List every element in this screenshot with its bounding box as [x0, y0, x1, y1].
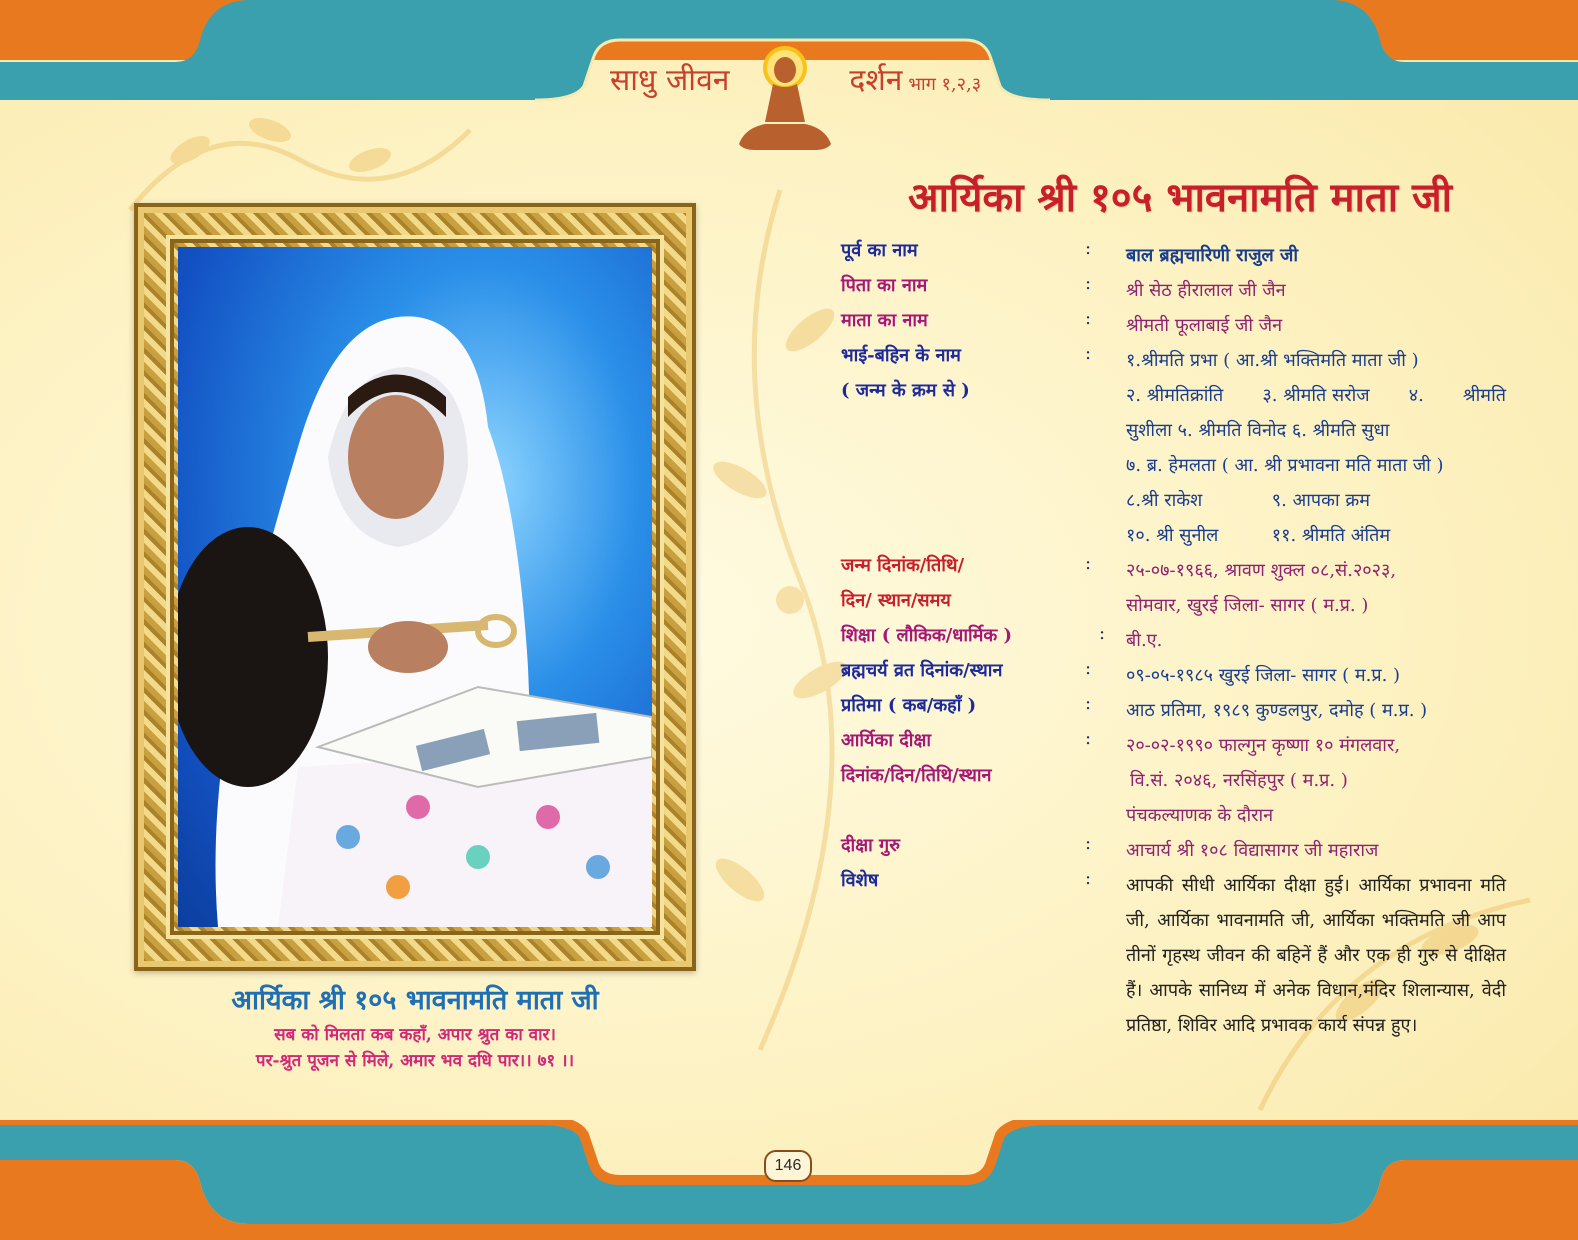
portrait-illustration [178, 247, 652, 927]
field-value: श्रीमती फूलाबाई जी जैन [1126, 315, 1283, 336]
field-label-sub: दिनांक/दिन/तिथि/स्थान [841, 765, 992, 786]
field-colon: : [1099, 623, 1106, 644]
field-vishesh [841, 868, 1521, 1078]
field-label: भाई-बहिन के नाम [841, 345, 961, 366]
field-colon: : [1085, 868, 1092, 889]
field-colon: : [1085, 728, 1092, 749]
field-value: बाल ब्रह्मचारिणी राजुल जी [1126, 245, 1299, 266]
field-label: पिता का नाम [841, 275, 928, 296]
field-colon: : [1085, 693, 1092, 714]
photo-frame [134, 203, 696, 971]
field-colon: : [1085, 273, 1092, 294]
field-label-sub: ( जन्म के क्रम से ) [841, 380, 970, 401]
field-value: बी.ए. [1126, 630, 1163, 651]
diksha-line-3: पंचकल्याणक के दौरान [1126, 805, 1274, 826]
field-value: ०९-०५-१९८५ खुरई जिला- सागर ( म.प्र. ) [1126, 665, 1401, 686]
field-label: विशेष [841, 870, 879, 891]
diksha-line-2: वि.सं. २०४६, नरसिंहपुर ( म.प्र. ) [1130, 770, 1348, 791]
sibling-line-1: १.श्रीमति प्रभा ( आ.श्री भक्तिमति माता जी ) [1126, 350, 1419, 371]
field-label: आर्यिका दीक्षा [841, 730, 932, 751]
portrait-photo [178, 247, 652, 927]
field-colon: : [1085, 238, 1092, 259]
diksha-line-1: २०-०२-१९९० फाल्गुन कृष्णा १० मंगलवार, [1126, 735, 1401, 756]
field-label: शिक्षा ( लौकिक/धार्मिक ) [841, 625, 1013, 646]
field-label: माता का नाम [841, 310, 928, 331]
field-label-sub: दिन/ स्थान/समय [841, 590, 951, 611]
field-bhai-bahin [841, 343, 1521, 553]
sibling-line-2: २. श्रीमतिक्रांति ३. श्रीमति सरोज ४. श्रीमति [1126, 385, 1506, 406]
field-label: प्रतिमा ( कब/कहाँ ) [841, 695, 977, 716]
field-colon: : [1085, 658, 1092, 679]
siblings-list [1126, 343, 1506, 553]
header-title-part1: साधु जीवन [610, 63, 730, 98]
page-title: आर्यिका श्री १०५ भावनामति माता जी [907, 174, 1453, 221]
field-label: पूर्व का नाम [841, 240, 918, 261]
field-label: दीक्षा गुरु [841, 835, 900, 856]
header-title-part2: दर्शन [849, 63, 903, 98]
photo-caption-title: आर्यिका श्री १०५ भावनामति माता जी [231, 985, 599, 1016]
caption-verse-line-2: पर-श्रुत पूजन से मिले, अमार भव दधि पार।। ७१ ।। [255, 1051, 575, 1071]
field-colon: : [1085, 553, 1092, 574]
sibling-line-3: सुशीला ५. श्रीमति विनोद ६. श्रीमति सुधा [1126, 420, 1390, 441]
sibling-line-6: १०. श्री सुनील ११. श्रीमति अंतिम [1126, 525, 1391, 546]
field-diksha [841, 728, 1521, 833]
sibling-line-5: ८.श्री राकेश ९. आपका क्रम [1126, 490, 1370, 511]
header-title-part3: भाग १,२,३ [908, 74, 982, 95]
field-value: आपकी सीधी आर्यिका दीक्षा हुई। आर्यिका प्रभावना मति जी, आर्यिका भावनामति जी, आर्यिका भक्तिमति जी आप तीनों गृहस्थ जीवन की बहिनें हैं और एक ही गुरु से दीक्षित हैं। आपके सानिध्य में अनेक विधान,मंदिर शिलान्यास, वेदी प्रतिष्ठा, शिविर आदि प्रभावक कार्य संपन्न हुए। [1126, 875, 1506, 1036]
field-colon: : [1085, 833, 1092, 854]
field-colon: : [1085, 343, 1092, 364]
meditating-figure-icon [735, 44, 835, 152]
birth-line-1: २५-०७-१९६६, श्रावण शुक्ल ०८,सं.२०२३, [1126, 560, 1397, 581]
field-label: जन्म दिनांक/तिथि/ [841, 555, 965, 576]
field-janm [841, 553, 1521, 623]
page-number: 146 [764, 1150, 812, 1182]
field-colon: : [1085, 308, 1092, 329]
field-value: आचार्य श्री १०८ विद्यासागर जी महाराज [1126, 840, 1379, 861]
caption-verse-line-1: सब को मिलता कब कहाँ, अपार श्रुत का वार। [274, 1025, 556, 1045]
birth-line-2: सोमवार, खुरई जिला- सागर ( म.प्र. ) [1126, 595, 1369, 616]
sibling-line-4: ७. ब्र. हेमलता ( आ. श्री प्रभावना मति माता जी ) [1126, 455, 1444, 476]
floral-vine-icon [700, 180, 860, 1060]
field-value: आठ प्रतिमा, १९८९ कुण्डलपुर, दमोह ( म.प्र. ) [1126, 700, 1428, 721]
field-value: श्री सेठ हीरालाल जी जैन [1126, 280, 1286, 301]
field-label: ब्रह्मचर्य व्रत दिनांक/स्थान [841, 660, 1003, 681]
